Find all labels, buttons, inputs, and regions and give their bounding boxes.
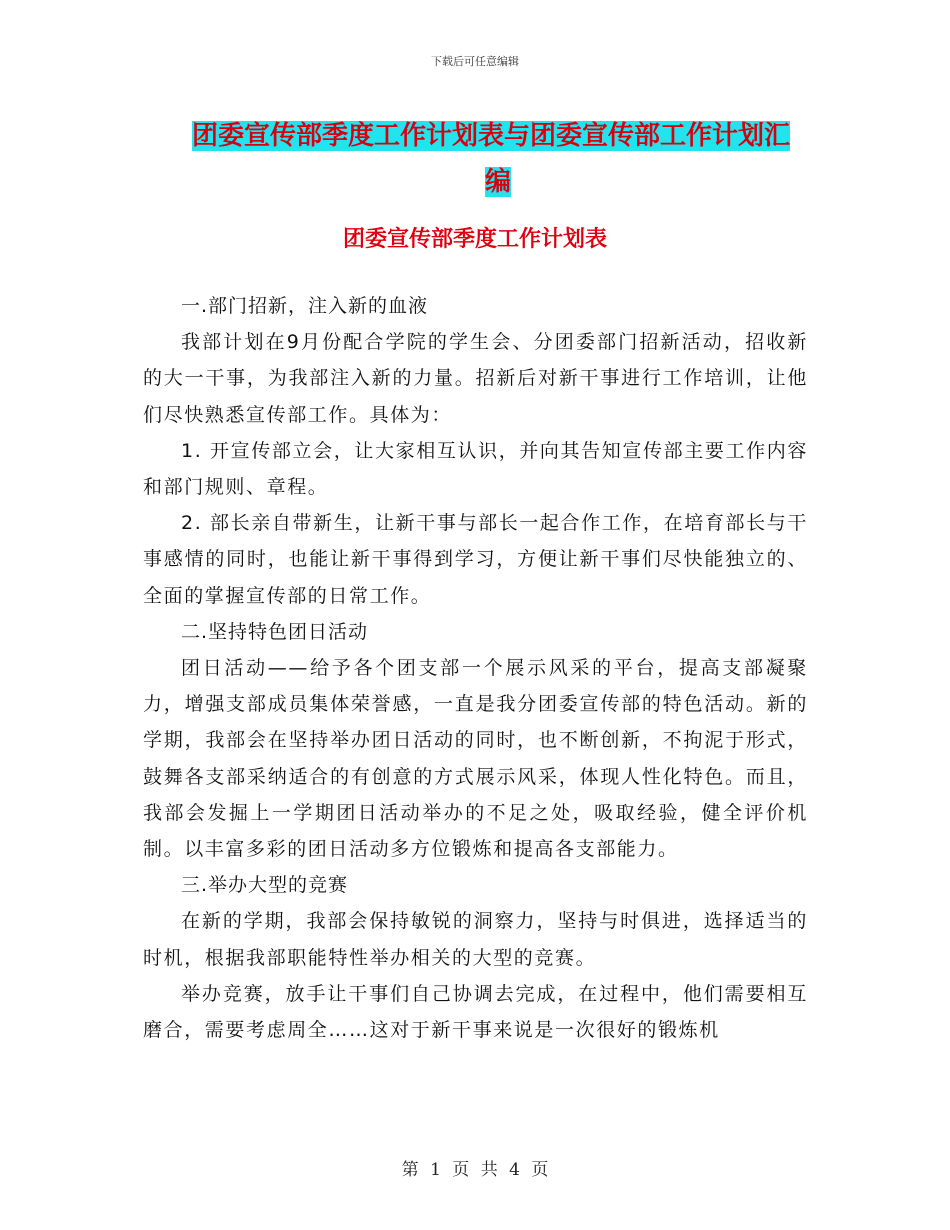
document-body <box>143 288 808 1048</box>
document-title <box>192 113 804 205</box>
body-paragraph: 在新的学期，我部会保持敏锐的洞察力，坚持与时俱进，选择适当的时机，根据我部职能特性举办相关的大型的竞赛。 <box>143 910 808 969</box>
section-title: 团委宣传部季度工作计划表 <box>342 227 607 252</box>
page-footer: 第 1 页 共 4 页 <box>401 1160 549 1180</box>
title-highlight: 编 <box>484 167 511 197</box>
title-highlight: 团委宣传部季度工作计划表与团委宣传部工作计划汇 <box>192 121 791 151</box>
section-heading-1: 一.部门招新，注入新的血液 <box>181 295 429 317</box>
body-paragraph: 我部计划在9月份配合学院的学生会、分团委部门招新活动，招收新的大一干事，为我部注入新的力量。招新后对新干事进行工作培训，让他们尽快熟悉宣传部工作。具体为： <box>143 331 808 426</box>
document-title-line-1 <box>192 113 804 159</box>
body-paragraph: 团日活动——给予各个团支部一个展示风采的平台，提高支部凝聚力，增强支部成员集体荣誉感，一直是我分团委宣传部的特色活动。新的学期，我部会在坚持举办团日活动的同时，也不断创新，不拘泥于形式，鼓舞各支部采纳适合的有创意的方式展示风采，体现人性化特色。而且，我部会发掘上一学期团日活动举办的不足之处，吸取经验，健全评价机制。以丰富多彩的团日活动多方位锻炼和提高各支部能力。 <box>143 657 808 861</box>
body-paragraph: 举办竞赛，放手让干事们自己协调去完成，在过程中，他们需要相互磨合，需要考虑周全……这对于新干事来说是一次很好的锻炼机 <box>143 982 808 1042</box>
body-paragraph: 1. 开宣传部立会，让大家相互认识，并向其告知宣传部主要工作内容和部门规则、章程。 <box>143 439 808 499</box>
page-header-note: 下载后可任意编辑 <box>431 55 519 68</box>
body-paragraph: 2. 部长亲自带新生，让新干事与部长一起合作工作，在培育部长与干事感情的同时，也能让新干事得到学习，方便让新干事们尽快能独立的、全面的掌握宣传部的日常工作。 <box>143 512 808 607</box>
document-title-line-2 <box>192 159 804 205</box>
section-heading-3: 三.举办大型的竞赛 <box>181 874 349 897</box>
section-heading-2: 二.坚持特色团日活动 <box>181 620 369 643</box>
